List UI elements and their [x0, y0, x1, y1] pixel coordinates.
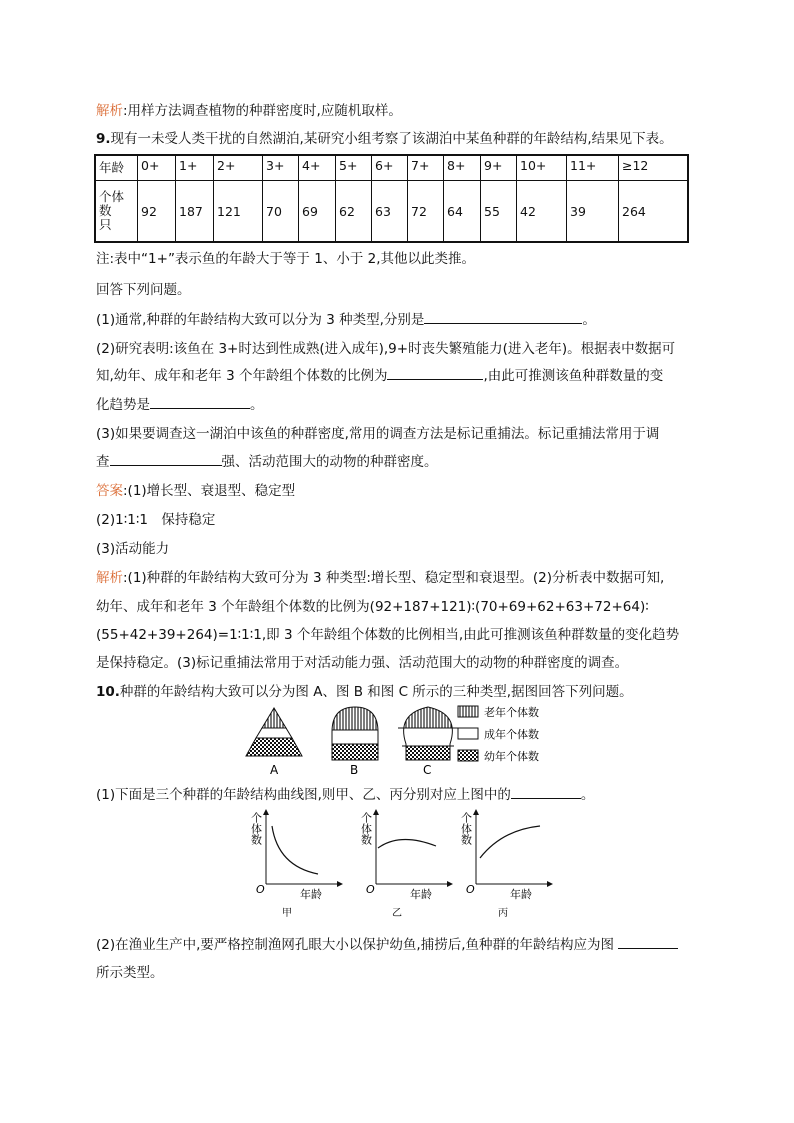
figure-label-b: B: [350, 763, 359, 777]
q9-answer-2: (2)1∶1∶1 保持稳定: [96, 512, 216, 528]
answer-blank[interactable]: [387, 367, 483, 380]
curve-name-bing: 丙: [498, 908, 508, 919]
answer-blank[interactable]: [618, 936, 678, 949]
legend-adult-swatch: [458, 728, 478, 739]
curve-name-yi: 乙: [392, 908, 402, 919]
q9-part3-line1: (3)如果要调查这一湖泊中该鱼的种群密度,常用的调查方法是标记重捕法。标记重捕法常用于调: [96, 426, 660, 442]
figure-label-a: A: [270, 763, 279, 777]
x-axis-label: 年龄: [410, 888, 432, 901]
q9-answer-1: 答案:(1)增长型、衰退型、稳定型: [96, 483, 296, 499]
q9-analysis-3: (55+42+39+264)=1∶1∶1,即 3 个年龄组个体数的比例相当,由此可推测该鱼种群数量的变化趋势: [96, 627, 680, 643]
q9-stem: 9.现有一未受人类干扰的自然湖泊,某研究小组考察了该湖泊中某鱼种群的年龄结构,结果见下表。: [96, 131, 673, 147]
q10-stem: 10.种群的年龄结构大致可以分为图 A、图 B 和图 C 所示的三种类型,据图回答下列问题。: [96, 684, 633, 700]
legend-adult: 成年个体数: [484, 728, 539, 741]
y-axis-label: 个体数: [359, 812, 373, 845]
pyramid-b: [330, 704, 380, 760]
legend-young: 幼年个体数: [484, 750, 539, 763]
q9-part3-line2: 查 强、活动范围大的动物的种群密度。: [96, 454, 438, 470]
answer-label: 答案: [96, 483, 123, 499]
origin-label: O: [466, 883, 475, 896]
y-axis-label: 个体数: [249, 812, 263, 845]
table-row: 年龄 0+ 1+ 2+ 3+ 4+ 5+ 6+ 7+ 8+ 9+ 10+ 11+ ≥12: [95, 155, 688, 181]
table-note: 注:表中“1+”表示鱼的年龄大于等于 1、小于 2,其他以此类推。: [96, 251, 475, 267]
legend-old-swatch: [458, 706, 478, 717]
q9-part2-line2: 知,幼年、成年和老年 3 个年龄组个体数的比例为 ,由此可推测该鱼种群数量的变: [96, 368, 664, 384]
curve-name-jia: 甲: [282, 908, 292, 919]
origin-label: O: [256, 883, 265, 896]
table-row-label: 个体 数 只: [95, 181, 138, 243]
curve-yi: [360, 812, 451, 919]
x-axis-label: 年龄: [510, 888, 532, 901]
q9-part1: (1)通常,种群的年龄结构大致可以分为 3 种类型,分别是 。: [96, 312, 596, 328]
age-pyramid-figure: [240, 704, 560, 780]
q9-analysis-2: 幼年、成年和老年 3 个年龄组个体数的比例为(92+187+121)∶(70+69+62+63+72+64)∶: [96, 599, 649, 615]
q9-part2-line3: 化趋势是 。: [96, 397, 264, 413]
answer-blank[interactable]: [110, 453, 222, 466]
age-curve-figure: [240, 808, 570, 920]
y-axis-label: 个体数: [459, 812, 473, 845]
q10-part1: (1)下面是三个种群的年龄结构曲线图,则甲、乙、丙分别对应上图中的 。: [96, 787, 595, 803]
pyramid-c: [390, 704, 460, 762]
curve-jia: [250, 812, 341, 919]
answer-blank[interactable]: [511, 786, 581, 799]
curve-bing: [460, 812, 551, 919]
legend-old: 老年个体数: [484, 706, 539, 719]
analysis-label: 解析: [96, 570, 123, 586]
q9-answer-3: (3)活动能力: [96, 541, 170, 557]
origin-label: O: [366, 883, 375, 896]
answer-blank[interactable]: [424, 311, 582, 324]
prompt: 回答下列问题。: [96, 282, 191, 298]
q9-part2-line1: (2)研究表明:该鱼在 3+时达到性成熟(进入成年),9+时丧失繁殖能力(进入老年)。根据表中数据可: [96, 341, 676, 357]
legend: [458, 705, 539, 763]
q9-analysis-4: 是保持稳定。(3)标记重捕法常用于对活动能力强、活动范围大的动物的种群密度的调查。: [96, 655, 629, 671]
table-row: 个体 数 只 92 187 121 70 69 62 63 72 64 55 42 39 264: [95, 181, 688, 243]
q10-part2-line1: (2)在渔业生产中,要严格控制渔网孔眼大小以保护幼鱼,捕捞后,鱼种群的年龄结构应为图: [96, 936, 678, 954]
q8-analysis: 解析:用样方法调查植物的种群密度时,应随机取样。: [96, 103, 402, 119]
legend-young-swatch: [458, 750, 478, 761]
analysis-label: 解析: [96, 103, 123, 119]
answer-blank[interactable]: [150, 396, 250, 409]
x-axis-label: 年龄: [300, 888, 322, 901]
q9-analysis-1: 解析:(1)种群的年龄结构大致可分为 3 种类型:增长型、稳定型和衰退型。(2)分析表中数据可知,: [96, 570, 665, 586]
table-header-label: 年龄: [95, 155, 138, 181]
age-table: [94, 154, 689, 243]
q10-part2-line2: 所示类型。: [96, 965, 164, 981]
figure-label-c: C: [423, 763, 432, 777]
pyramid-a: [246, 708, 302, 756]
